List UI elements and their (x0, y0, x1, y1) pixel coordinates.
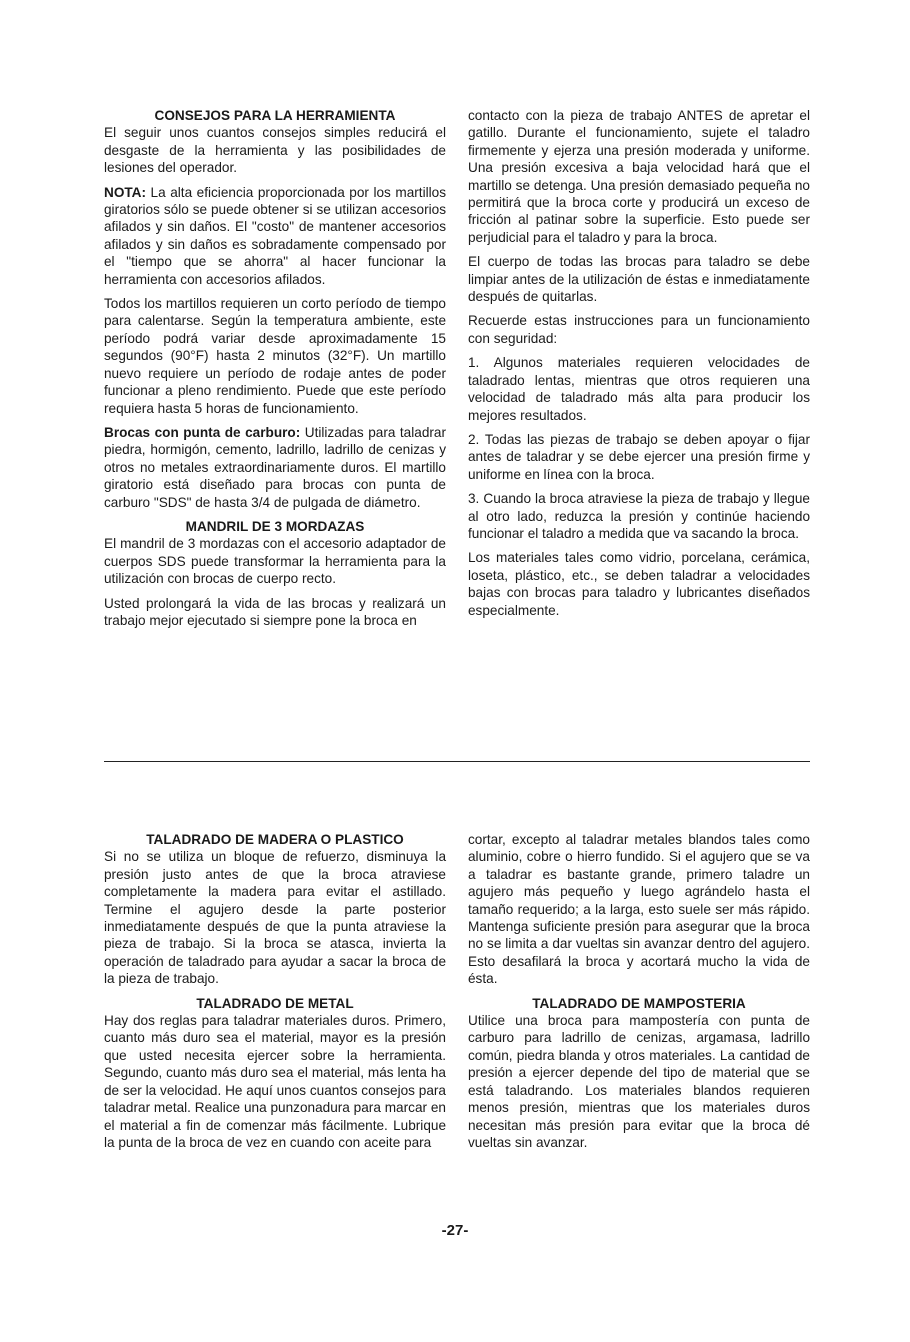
paragraph-limpiar: El cuerpo de todas las brocas para taladro se debe limpiar antes de la utilización de éstas e inmediatamente después de quitarlas. (468, 254, 810, 305)
paragraph-recuerde: Recuerde estas instrucciones para un funcionamiento con seguridad: (468, 313, 810, 346)
paragraph-cortar: cortar, excepto al taladrar metales blandos tales como aluminio, cobre o hierro fundido. Si el agujero que se va a taladrar es bastante grande, primero taladre un agujero más pequeño y luego agrándelo hasta el tamaño requerido; a la larga, esto suele ser más rápido. Mantenga suficiente presión para asegurar que la broca no se limita a dar vueltas sin avanzar dentro del agujero. Esto desafilará la broca y acortará mucho la vida de ésta. (468, 832, 810, 987)
heading-mandril: MANDRIL DE 3 MORDAZAS (185, 518, 365, 534)
heading-metal: TALADRADO DE METAL (196, 995, 354, 1011)
paragraph-madera: Si no se utiliza un bloque de refuerzo, disminuya la presión justo antes de que la broca atraviese completamente la madera para evitar el astillado. Termine el agujero desde la parte posterior inmediatamente después de que la punta atraviese la pieza de trabajo. Si la broca se atasca, invierta la operación de taladrado para ayudar a sacar la broca de la pieza de trabajo. (104, 849, 446, 987)
nota-text: La alta eficiencia proporcionada por los martillos giratorios sólo se puede obtener si se utilizan accesorios afilados y sin daños. El "costo" de mantener accesorios afilados y sin daños es sobradamente compensado por el "tiempo que se ahorra" al hacer funcionar la herramienta con accesorios afilados. (104, 184, 446, 287)
heading-mamposteria: TALADRADO DE MAMPOSTERIA (532, 995, 746, 1011)
paragraph-carburo (104, 424, 446, 511)
list-item-1: 1. Algunos materiales requieren velocidades de taladrado lentas, mientras que otros requieren una velocidad de taladrado más alta para producir los mejores resultados. (468, 355, 810, 423)
paragraph-mamposteria: Utilice una broca para mampostería con punta de carburo para ladrillo de cenizas, argamasa, ladrillo común, piedra blanda y otros materiales. La cantidad de presión a ejercer depende del tipo de material que se está taladrando. Los materiales blandos requieren menos presión, mientras que los materiales duros necesitan más presión para evitar que la broca dé vueltas sin avanzar. (468, 1013, 810, 1150)
list-item-3: 3. Cuando la broca atraviese la pieza de trabajo y llegue al otro lado, reduzca la presión y continúe haciendo funcionar el taladro a medida que va sacando la broca. (468, 491, 810, 541)
section-divider (104, 761, 810, 762)
paragraph-contacto: contacto con la pieza de trabajo ANTES de apretar el gatillo. Durante el funcionamiento, sujete el taladro firmemente y ejerza una presión moderada y uniforme. Una presión excesiva a baja velocidad hará que el martillo se detenga. Una presión demasiado pequeña no permitirá que la broca corte y producirá un exceso de fricción al patinar sobre la superficie. Esto puede ser perjudicial para el taladro y para la broca. (468, 108, 810, 245)
bottom-left-column (104, 831, 446, 1158)
paragraph-mandril: El mandril de 3 mordazas con el accesorio adaptador de cuerpos SDS puede transformar la herramienta para la utilización con brocas de cuerpo recto. (104, 536, 446, 587)
paragraph-vida-brocas: Usted prolongará la vida de las brocas y realizará un trabajo mejor ejecutado si siempre pone la broca en (104, 595, 446, 628)
list-item-2: 2. Todas las piezas de trabajo se deben apoyar o fijar antes de taladrar y se debe ejercer una presión firme y uniforme en línea con la broca. (468, 431, 810, 482)
paragraph-intro: El seguir unos cuantos consejos simples reducirá el desgaste de la herramienta y las posibilidades de lesiones del operador. (104, 125, 446, 176)
nota-label: NOTA: (104, 184, 147, 200)
carburo-label: Brocas con punta de carburo: (104, 424, 301, 440)
heading-consejos: CONSEJOS PARA LA HERRAMIENTA (154, 108, 396, 123)
top-left-column (104, 107, 446, 636)
paragraph-nota (104, 184, 446, 288)
top-right-column (468, 107, 810, 626)
carburo-text: Utilizadas para taladrar piedra, hormigón, cemento, ladrillo, ladrillo de cenizas y otros no metales extraordinariamente duros. El martillo giratorio está diseñado para brocas con punta de carburo "SDS" de hasta 3/4 de pulgada de diámetro. (104, 424, 446, 510)
paragraph-calentamiento: Todos los martillos requieren un corto período de tiempo para calentarse. Según la temperatura ambiente, este período podrá variar desde aproximadamente 15 segundos (90°F) hasta 2 minutos (32°F). Un martillo nuevo requiere un período de rodaje antes de poder funcionar a pleno rendimiento. Puede que este período requiera hasta 5 horas de funcionamiento. (104, 296, 446, 416)
paragraph-metal: Hay dos reglas para taladrar materiales duros. Primero, cuanto más duro sea el material, mayor es la presión que usted necesita ejercer sobre la herramienta. Segundo, cuanto más duro sea el material, más lenta ha de ser la velocidad. He aquí unos cuantos consejos para taladrar metal. Realice una punzonadura para marcar en el material a fin de comenzar más fácilmente. Lubrique la punta de la broca de vez en cuando con aceite para (104, 1013, 446, 1150)
paragraph-materiales: Los materiales tales como vidrio, porcelana, cerámica, loseta, plástico, etc., se deben taladrar a velocidades bajas con brocas para taladro y lubricantes diseñados especialmente. (468, 550, 810, 618)
heading-madera: TALADRADO DE MADERA O PLASTICO (146, 832, 404, 847)
page-number: -27- (441, 1222, 469, 1239)
bottom-right-column (468, 831, 810, 1158)
